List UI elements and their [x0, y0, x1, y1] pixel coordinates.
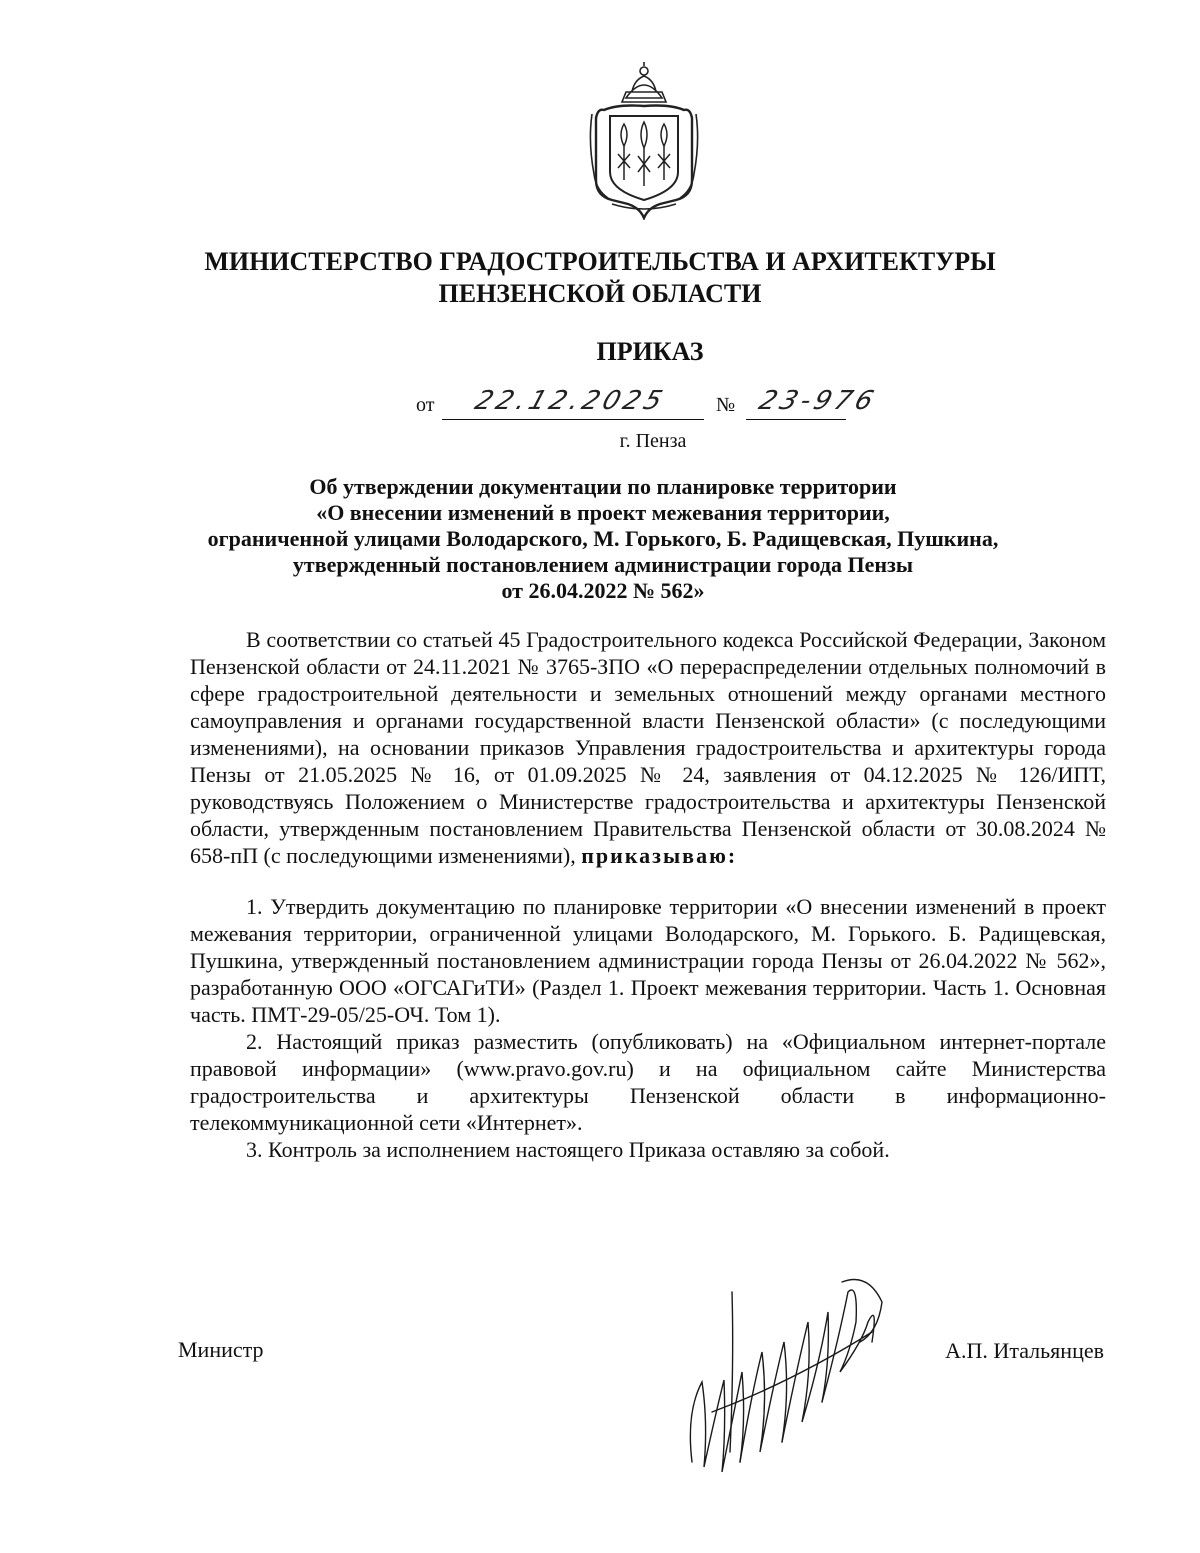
- preamble-paragraph: [190, 626, 1106, 869]
- ministry-name: [150, 246, 1050, 310]
- city-name: г. Пенза: [619, 430, 687, 452]
- order-body: [190, 626, 1106, 1163]
- date-underline: [442, 419, 704, 420]
- subject-line-1: Об утверждении документации по планировке территории: [309, 474, 897, 499]
- subject-line-5: от 26.04.2022 № 562»: [501, 578, 705, 603]
- date-prefix: от: [416, 394, 435, 416]
- document-type: ПРИКАЗ: [596, 337, 704, 366]
- signatory-name: А.П. Итальянцев: [945, 1338, 1104, 1363]
- paragraph-gap: [190, 869, 1106, 893]
- subject-line-4: утвержденный постановлением администрации города Пензы: [292, 552, 914, 577]
- preamble-text: В соответствии со статьей 45 Градостроительного кодекса Российской Федерации, Законом Пензенской области от 24.11.2021 № 3765-ЗПО «О перераспределении отдельных полномочий в сфере градостроительной деятельности и земельных отношений между органами местного самоуправления и органами государственной власти Пензенской области» (с последующими изменениями), на основании приказов Управления градостроительства и архитектуры города Пензы от 21.05.2025 № 16, от 01.09.2025 № 24, заявления от 04.12.2025 № 126/ИПТ, руководствуясь Положением о Министерстве градостроительства и архитектуры Пензенской области, утвержденным постановлением Правительства Пензенской области от 30.08.2024 № 658-пП (с последующими изменениями),: [190, 627, 1106, 868]
- handwritten-number: 23-976: [755, 386, 881, 416]
- subject-line-3: ограниченной улицами Володарского, М. Горького, Б. Радищевская, Пушкина,: [207, 526, 999, 551]
- date-number-line: [0, 386, 1200, 426]
- order-subject: [150, 474, 1056, 604]
- ministry-line-1: МИНИСТЕРСТВО ГРАДОСТРОИТЕЛЬСТВА И АРХИТЕКТУРЫ: [204, 247, 996, 276]
- coat-of-arms-icon: [582, 62, 706, 220]
- item-1-paragraph: 1. Утвердить документацию по планировке территории «О внесении изменений в проект межевания территории, ограниченной улицами Володарского, М. Горького. Б. Радищевская, Пушкина, утвержденный постановлением администрации города Пензы от 26.04.2022 № 562», разработанную ООО «ОГСАГиТИ» (Раздел 1. Проект межевания территории. Часть 1. Основная часть. ПМТ-29-05/25-ОЧ. Том 1).: [190, 894, 1106, 1027]
- signatory-title: Министр: [178, 1337, 264, 1362]
- order-word: приказываю:: [581, 843, 738, 868]
- number-prefix: №: [716, 394, 736, 416]
- handwritten-date: 22.12.2025: [471, 386, 670, 416]
- item-2-paragraph: 2. Настоящий приказ разместить (опубликовать) на «Официальном интернет-портале правовой информации» (www.pravo.gov.ru) и на официальном сайте Министерства градостроительства и архитектуры Пензенской области в информационно-телекоммуникационной сети «Интернет».: [190, 1029, 1106, 1135]
- number-underline: [746, 419, 846, 420]
- handwritten-signature-icon: [672, 1262, 892, 1482]
- subject-line-2: «О внесении изменений в проект межевания территории,: [316, 500, 890, 525]
- ministry-line-2: ПЕНЗЕНСКОЙ ОБЛАСТИ: [438, 279, 762, 308]
- item-3-paragraph: 3. Контроль за исполнением настоящего Приказа оставляю за собой.: [246, 1137, 890, 1162]
